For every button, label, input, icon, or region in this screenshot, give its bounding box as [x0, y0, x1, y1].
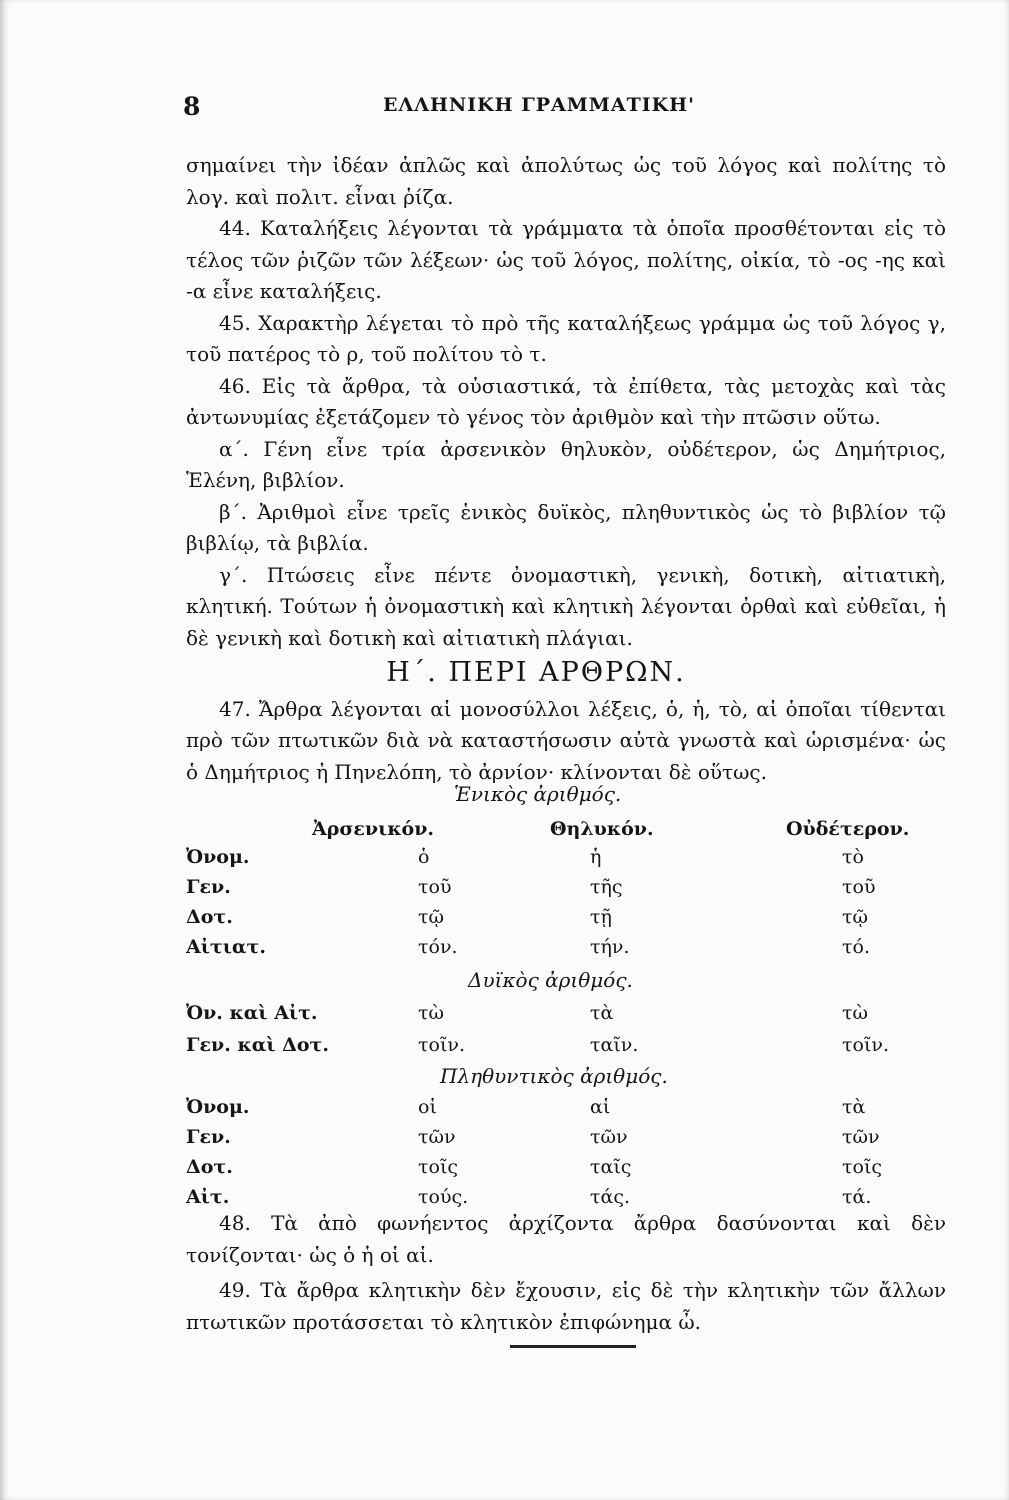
cell-feminine: τῇ [590, 906, 612, 928]
body-text [186, 150, 946, 788]
cell-neuter: τὼ [842, 1002, 869, 1024]
running-title: ΕΛΛΗΝΙΚΗ ΓΡΑΜΜΑΤΙΚΗ' [383, 94, 695, 116]
table-row [186, 1034, 889, 1064]
cell-masculine: τῶν [418, 1126, 456, 1148]
case-label: Ὀνομ. [186, 1096, 250, 1118]
cell-neuter: τοῦ [842, 876, 876, 898]
cell-masculine: τοῖν. [418, 1034, 465, 1056]
cell-feminine: αἱ [590, 1096, 611, 1118]
cell-feminine: τάς. [590, 1186, 631, 1208]
cell-neuter: τοῖς [842, 1156, 883, 1178]
cell-masculine: τῷ [418, 906, 445, 928]
plural-heading: Πληθυντικὸς ἀριθμός. [440, 1064, 668, 1088]
cell-masculine: τοῦ [418, 876, 452, 898]
column-header-masculine: Ἀρσενικόν. [312, 818, 435, 840]
cell-feminine: τήν. [590, 936, 630, 958]
cell-masculine: τούς. [418, 1186, 469, 1208]
cell-neuter: τοῖν. [842, 1034, 889, 1056]
case-label: Αἰτ. [186, 1186, 230, 1208]
cell-neuter: τῷ [842, 906, 869, 928]
paragraph-46c: γ΄. Πτώσεις εἶνε πέντε ὀνομαστικὴ, γενικὴ, δοτικὴ, αἰτιατικὴ, κλητική. Τούτων ἡ ὀνομαστικὴ καὶ κλητικὴ λέγονται ὀρθαὶ καὶ εὐθεῖαι, ἡ δὲ γενικὴ καὶ δοτικὴ καὶ αἰτιατικὴ πλάγιαι. [186, 562, 946, 650]
cell-masculine: ὁ [418, 846, 430, 868]
table-row [186, 1126, 886, 1156]
cell-neuter: τὰ [842, 1096, 866, 1118]
cell-feminine: τῶν [590, 1126, 628, 1148]
page-number: 8 [183, 92, 201, 121]
paragraph-49: 49. Τὰ ἄρθρα κλητικὴν δὲν ἔχουσιν, εἰς δὲ τὴν κλητικὴν τῶν ἄλλων πτωτικῶν προτάσσεται τὸ κλητικὸν ἐπιφώνημα ὦ. [186, 1278, 946, 1334]
case-label: Γεν. καὶ Δοτ. [186, 1034, 329, 1056]
table-row [186, 876, 886, 906]
cell-feminine: τῆς [590, 876, 623, 898]
column-header-feminine: Θηλυκόν. [550, 818, 654, 840]
paragraph-continuation: σημαίνει τὴν ἰδέαν ἁπλῶς καὶ ἀπολύτως ὡς τοῦ λόγος καὶ πολίτης τὸ λογ. καὶ πολιτ. εἶναι ῥίζα. [186, 153, 946, 209]
cell-masculine: τὼ [418, 1002, 445, 1024]
paragraph-46: 46. Εἰς τὰ ἄρθρα, τὰ οὐσιαστικά, τὰ ἐπίθετα, τὰς μετοχὰς καὶ τὰς ἀντωνυμίας ἐξετάζομεν τὸ γένος τὸν ἀριθμὸν καὶ τὴν πτῶσιν οὕτω. [186, 373, 946, 429]
cell-masculine: οἱ [418, 1096, 437, 1118]
case-label: Ὀν. καὶ Αἰτ. [186, 1002, 318, 1024]
table-row [186, 936, 886, 966]
cell-neuter: τὸ [842, 846, 864, 868]
cell-masculine: τοῖς [418, 1156, 459, 1178]
singular-heading: Ἑνικὸς ἀριθμός. [454, 782, 622, 806]
closing-paragraphs [186, 1208, 946, 1338]
dual-heading: Δυϊκὸς ἀριθμός. [468, 968, 633, 992]
case-label: Δοτ. [186, 1156, 233, 1178]
column-header-neuter: Οὐδέτερον. [786, 818, 910, 840]
end-rule [510, 1345, 636, 1348]
section-title: Η΄. ΠΕΡΙ ΑΡΘΡΩΝ. [386, 657, 686, 688]
paragraph-44: 44. Καταλήξεις λέγονται τὰ γράμματα τὰ ὁποῖα προσθέτονται εἰς τὸ τέλος τῶν ῥιζῶν τῶν λέξεων· ὡς τοῦ λόγος, πολίτης, οἰκία, τὸ -ος -ης καὶ -α εἶνε καταλήξεις. [186, 216, 946, 303]
table-row [186, 1156, 886, 1186]
cell-neuter: τά. [842, 1186, 872, 1208]
table-row [186, 1002, 886, 1032]
cell-feminine: ταῖν. [590, 1034, 639, 1056]
cell-feminine: τὰ [590, 1002, 614, 1024]
case-label: Γεν. [186, 876, 231, 898]
paragraph-45: 45. Χαρακτὴρ λέγεται τὸ πρὸ τῆς καταλήξεως γράμμα ὡς τοῦ λόγος γ, τοῦ πατέρος τὸ ρ, τοῦ πολίτου τὸ τ. [186, 310, 946, 366]
case-label: Αἰτιατ. [186, 936, 266, 958]
page-header [183, 92, 943, 126]
table-row [186, 1096, 886, 1126]
paragraph-46b: β΄. Ἀριθμοὶ εἶνε τρεῖς ἑνικὸς δυϊκὸς, πληθυντικὸς ὡς τὸ βιβλίον τῷ βιβλίῳ, τὰ βιβλία. [186, 499, 946, 555]
cell-neuter: τῶν [842, 1126, 880, 1148]
case-label: Ὀνομ. [186, 846, 250, 868]
case-label: Δοτ. [186, 906, 233, 928]
table-row [186, 846, 886, 876]
cell-masculine: τόν. [418, 936, 458, 958]
paragraph-47: 47. Ἄρθρα λέγονται αἱ μονοσύλλοι λέξεις, ὁ, ἡ, τὸ, αἱ ὁποῖαι τίθενται πρὸ τῶν πτωτικῶν διὰ νὰ καταστήσωσιν αὐτὰ γνωστὰ καὶ ὡρισμένα· ὡς ὁ Δημήτριος ἡ Πηνελόπη, τὸ ἀρνίον· κλίνονται δὲ οὕτως. [186, 696, 946, 784]
paragraph-48: 48. Τὰ ἀπὸ φωνήεντος ἀρχίζοντα ἄρθρα δασύνονται καὶ δὲν τονίζονται· ὡς ὁ ἡ οἱ αἱ. [186, 1211, 946, 1267]
column-headers [186, 818, 910, 848]
cell-feminine: ταῖς [590, 1156, 632, 1178]
paragraph-46a: α΄. Γένη εἶνε τρία ἀρσενικὸν θηλυκὸν, οὐδέτερον, ὡς Δημήτριος, Ἑλένη, βιβλίον. [186, 436, 946, 492]
case-label: Γεν. [186, 1126, 231, 1148]
cell-neuter: τό. [842, 936, 870, 958]
cell-feminine: ἡ [590, 846, 602, 868]
table-row [186, 906, 886, 936]
